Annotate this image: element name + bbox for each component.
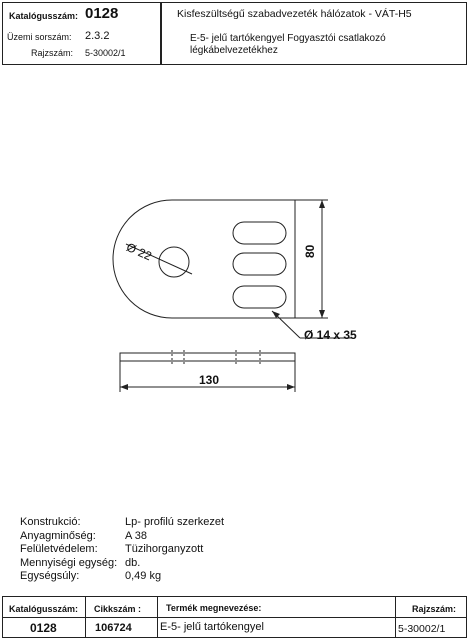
header-uzemi-value: 2.3.2: [85, 30, 110, 42]
length-arrow-left: [120, 384, 128, 390]
footer-katalogusszam-label: Katalógusszám:: [9, 604, 79, 614]
footer-cikkszam-label: Cikkszám :: [94, 604, 142, 614]
header-katalogusszam-value: 0128: [85, 5, 119, 22]
spec-value: db.: [125, 556, 141, 569]
header-rajzszam-value: 5-30002/1: [85, 48, 126, 58]
spec-value: Tüzihorganyzott: [125, 543, 204, 555]
header-title: Kisfeszültségű szabadvezeték hálózatok - VÁT-H5: [177, 8, 412, 20]
spec-label: Konstrukció:: [20, 516, 81, 528]
hole-dim-label: Ø 22: [124, 240, 154, 264]
spec-label: Felületvédelem:: [20, 543, 98, 555]
spec-label: Egységsúly:: [20, 570, 80, 582]
footer-row-divider: [2, 617, 467, 618]
length-dim-label: 130: [199, 373, 220, 387]
height-arrow-bottom: [319, 310, 325, 318]
header-subtitle-line2: légkábelvezetékhez: [190, 45, 278, 56]
length-arrow-right: [287, 384, 295, 390]
footer-rajzszam-label: Rajzszám:: [412, 604, 457, 614]
slot-dim-label: Ø 14 x 35: [304, 328, 357, 342]
header-rajzszam-label: Rajzszám:: [31, 48, 74, 58]
spec-value: 0,49 kg: [125, 570, 162, 582]
spec-value: A 38: [125, 529, 148, 542]
footer-cikkszam-value: 106724: [95, 622, 132, 634]
height-arrow-top: [319, 200, 325, 208]
height-dim-label: 80: [303, 244, 317, 258]
slot-bottom: [233, 286, 286, 308]
header-uzemi-label: Üzemi sorszám:: [7, 32, 72, 42]
slot-middle: [233, 253, 286, 275]
spec-label: Anyagminőség:: [20, 529, 96, 542]
footer-rajzszam-value: 5-30002/1: [398, 623, 446, 635]
spec-value: Lp- profilú szerkezet: [125, 516, 225, 528]
footer-termek-value: E-5- jelű tartókengyel: [160, 621, 264, 633]
header-subtitle-line1: E-5- jelű tartókengyel Fogyasztói csatlakozó: [190, 33, 386, 44]
spec-label: Mennyiségi egység:: [20, 556, 118, 569]
side-view-bar: [120, 353, 295, 361]
header-katalogusszam-label: Katalógusszám:: [9, 11, 79, 21]
hole-circle: [159, 247, 189, 277]
footer-termek-label: Termék megnevezése:: [166, 603, 262, 613]
slot-top: [233, 222, 286, 244]
footer-katalogusszam-value: 0128: [30, 621, 57, 635]
